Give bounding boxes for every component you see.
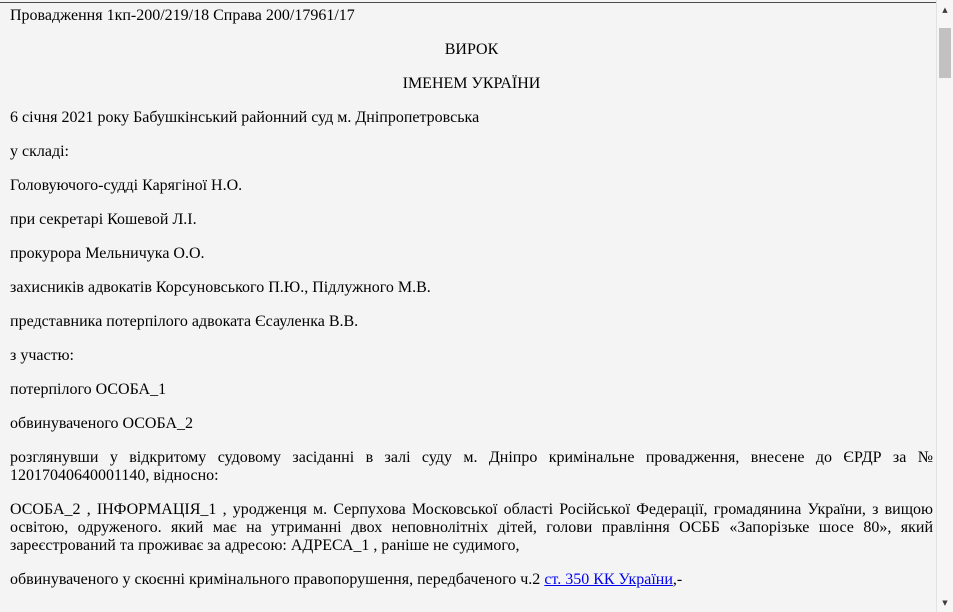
verdict-title: ВИРОК [444, 41, 499, 58]
prosecutor-line: прокурора Мельничука О.О. [10, 245, 205, 262]
secretary-line: при секретарі Кошевой Л.І. [10, 211, 197, 228]
case-number-line: Провадження 1кп-200/219/18 Справа 200/17961/17 [10, 7, 355, 24]
person-description-paragraph: ОСОБА_2 , ІНФОРМАЦІЯ_1 , уродженця м. Серпухова Московської області Російської Федерації, громадянина України, з вищою освітою, одруженого. який має на утриманні двох неповнолітніх дітей, голови правління ОСББ «Запорізьке шосе 80», який зареєстрований та проживає за адресою: АДРЕСА_1 , раніше не судимого, [10, 501, 933, 554]
accused-line: обвинуваченого ОСОБА_2 [10, 415, 194, 432]
participation-label: з участю: [10, 347, 74, 364]
defenders-line: захисників адвокатів Корсуновського П.Ю., Підлужного М.В. [10, 279, 431, 296]
court-verdict-document [10, 7, 933, 605]
scrollbar-thumb[interactable] [939, 28, 951, 78]
victim-representative-line: представника потерпілого адвоката Єсауленка В.В. [10, 313, 359, 330]
victim-line: потерпілого ОСОБА_1 [10, 381, 167, 398]
verdict-subtitle: ІМЕНЕМ УКРАЇНИ [402, 75, 541, 92]
charge-text-before: обвинуваченого у скоєнні кримінального правопорушення, передбаченого ч.2 [10, 571, 545, 588]
date-court-line: 6 січня 2021 року Бабушкінський районний суд м. Дніпропетровська [10, 109, 480, 126]
vertical-scrollbar[interactable] [936, 0, 953, 612]
case-description-paragraph: розглянувши у відкритому судовому засіданні в залі суду м. Дніпро кримінальне провадження, внесене до ЄРДР за № 12017040640001140, відносно: [10, 449, 933, 484]
charge-paragraph [10, 571, 933, 589]
composition-label: у складі: [10, 143, 69, 160]
criminal-code-article-link[interactable]: ст. 350 КК України [544, 571, 673, 588]
charge-text-after: ,- [672, 571, 683, 588]
scroll-down-arrow-icon[interactable]: ▼ [942, 598, 948, 607]
judge-line: Головуючого-судді Карягіної Н.О. [10, 177, 243, 194]
top-rule [0, 2, 953, 3]
scroll-up-arrow-icon[interactable]: ▲ [942, 5, 948, 14]
